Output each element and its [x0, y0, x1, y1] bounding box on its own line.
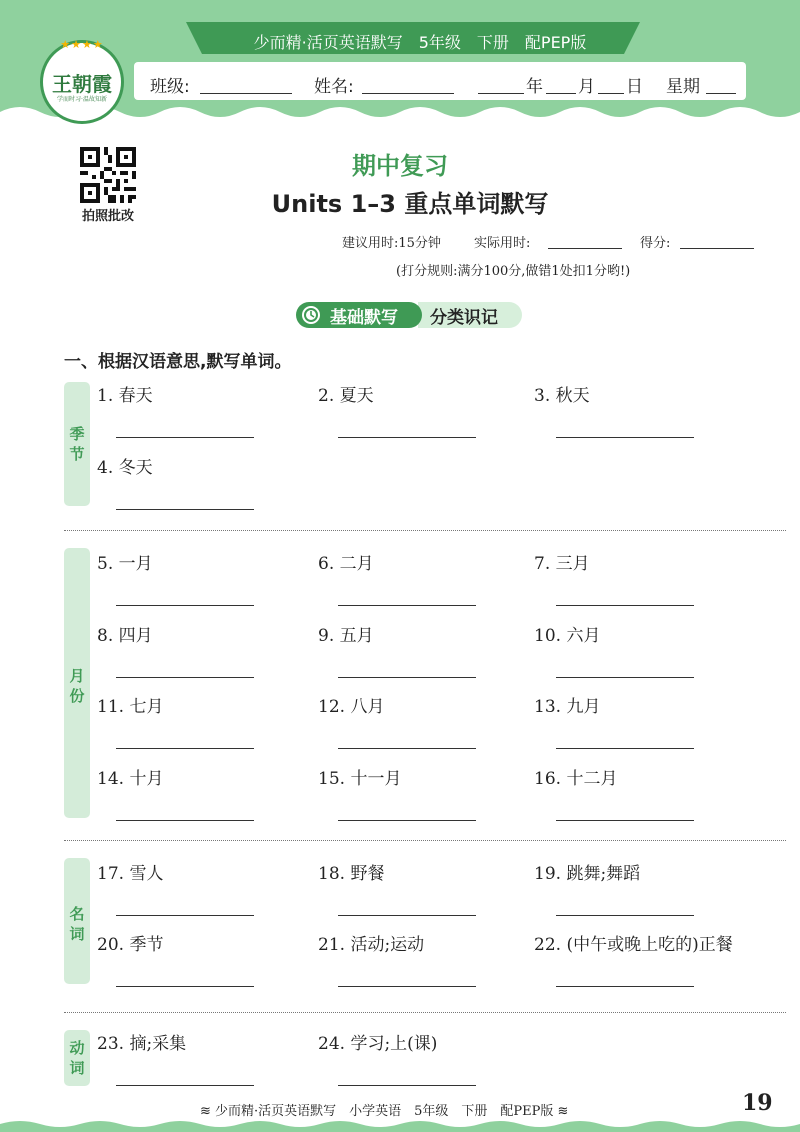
answer-line-20[interactable]	[116, 986, 254, 987]
exercise-item-6: 6. 二月	[318, 554, 374, 574]
exercise-item-23: 23. 摘;采集	[97, 1034, 187, 1054]
answer-line-18[interactable]	[338, 915, 476, 916]
exercise-instruction: 一、根据汉语意思,默写单词。	[64, 352, 292, 372]
score-label: 得分:	[640, 236, 671, 251]
score-field[interactable]	[680, 248, 754, 249]
qr-caption: 拍照批改	[81, 209, 134, 224]
exercise-item-9: 9. 五月	[318, 626, 374, 646]
student-info-strip	[134, 62, 746, 100]
name-field[interactable]	[362, 93, 454, 94]
exercise-item-14: 14. 十月	[97, 769, 164, 789]
exercise-item-7: 7. 三月	[534, 554, 590, 574]
answer-line-10[interactable]	[556, 677, 694, 678]
answer-line-17[interactable]	[116, 915, 254, 916]
page-number: 19	[742, 1090, 773, 1116]
answer-line-9[interactable]	[338, 677, 476, 678]
main-title: Units 1–3 重点单词默写	[271, 190, 549, 218]
brand-name: 王朝霞	[52, 72, 112, 96]
category-label-nouns: 名词	[69, 905, 85, 943]
section-divider	[64, 1012, 786, 1013]
exercise-item-13: 13. 九月	[534, 697, 601, 717]
badge-main-text: 基础默写	[330, 308, 398, 328]
category-label-verbs: 动词	[69, 1039, 85, 1077]
answer-line-8[interactable]	[116, 677, 254, 678]
exercise-item-4: 4. 冬天	[97, 458, 153, 478]
exercise-item-8: 8. 四月	[97, 626, 153, 646]
exercise-item-10: 10. 六月	[534, 626, 601, 646]
clock-icon	[302, 306, 320, 324]
answer-line-3[interactable]	[556, 437, 694, 438]
section-divider	[64, 530, 786, 531]
answer-line-12[interactable]	[338, 748, 476, 749]
series-title: 少而精·活页英语默写 5年级 下册 配PEP版	[253, 33, 587, 52]
exercise-item-24: 24. 学习;上(课)	[318, 1034, 438, 1054]
exercise-item-12: 12. 八月	[318, 697, 385, 717]
badge-sub-text: 分类识记	[430, 308, 498, 328]
answer-line-22[interactable]	[556, 986, 694, 987]
exercise-item-21: 21. 活动;运动	[318, 935, 425, 955]
section-divider	[64, 840, 786, 841]
header-band	[0, 0, 800, 122]
exercise-item-5: 5. 一月	[97, 554, 153, 574]
bottom-wave	[0, 1118, 800, 1132]
class-field[interactable]	[200, 93, 292, 94]
answer-line-24[interactable]	[338, 1085, 476, 1086]
exercise-item-15: 15. 十一月	[318, 769, 402, 789]
answer-line-1[interactable]	[116, 437, 254, 438]
class-label: 班级:	[150, 77, 190, 97]
year-field[interactable]	[478, 93, 524, 94]
exercise-item-3: 3. 秋天	[534, 386, 590, 406]
answer-line-13[interactable]	[556, 748, 694, 749]
answer-line-11[interactable]	[116, 748, 254, 749]
exercise-item-16: 16. 十二月	[534, 769, 618, 789]
logo-stars-icon: ★★★★	[60, 38, 104, 51]
month-label: 月	[578, 77, 595, 97]
answer-line-6[interactable]	[338, 605, 476, 606]
exercise-item-22: 22. (中午或晚上吃的)正餐	[534, 935, 733, 955]
answer-line-2[interactable]	[338, 437, 476, 438]
answer-line-5[interactable]	[116, 605, 254, 606]
weekday-label: 星期	[666, 77, 700, 97]
brand-motto: 学而时习·温故知新	[57, 96, 107, 103]
exercise-item-20: 20. 季节	[97, 935, 164, 955]
exercise-item-18: 18. 野餐	[318, 864, 385, 884]
exercise-item-17: 17. 雪人	[97, 864, 164, 884]
actual-time-label: 实际用时:	[474, 236, 531, 251]
weekday-field[interactable]	[706, 93, 736, 94]
exercise-item-19: 19. 跳舞;舞蹈	[534, 864, 641, 884]
answer-line-7[interactable]	[556, 605, 694, 606]
name-label: 姓名:	[314, 77, 354, 97]
category-label-seasons: 季节	[69, 425, 85, 463]
scoring-rule: (打分规则:满分100分,做错1处扣1分哟!)	[396, 264, 631, 279]
actual-time-field[interactable]	[548, 248, 622, 249]
answer-line-15[interactable]	[338, 820, 476, 821]
month-field[interactable]	[546, 93, 576, 94]
day-field[interactable]	[598, 93, 624, 94]
answer-line-16[interactable]	[556, 820, 694, 821]
footer-text: ≋ 少而精·活页英语默写 小学英语 5年级 下册 配PEP版 ≋	[200, 1104, 569, 1119]
category-label-months: 月份	[69, 667, 85, 705]
answer-line-19[interactable]	[556, 915, 694, 916]
exercise-item-11: 11. 七月	[97, 697, 164, 717]
day-label: 日	[626, 77, 643, 97]
exercise-item-1: 1. 春天	[97, 386, 153, 406]
qr-code-icon[interactable]	[80, 147, 136, 203]
exercise-item-2: 2. 夏天	[318, 386, 374, 406]
section-title: 期中复习	[352, 152, 448, 180]
answer-line-23[interactable]	[116, 1085, 254, 1086]
answer-line-21[interactable]	[338, 986, 476, 987]
answer-line-14[interactable]	[116, 820, 254, 821]
suggested-time: 建议用时:15分钟	[342, 236, 441, 251]
year-label: 年	[526, 77, 543, 97]
answer-line-4[interactable]	[116, 509, 254, 510]
